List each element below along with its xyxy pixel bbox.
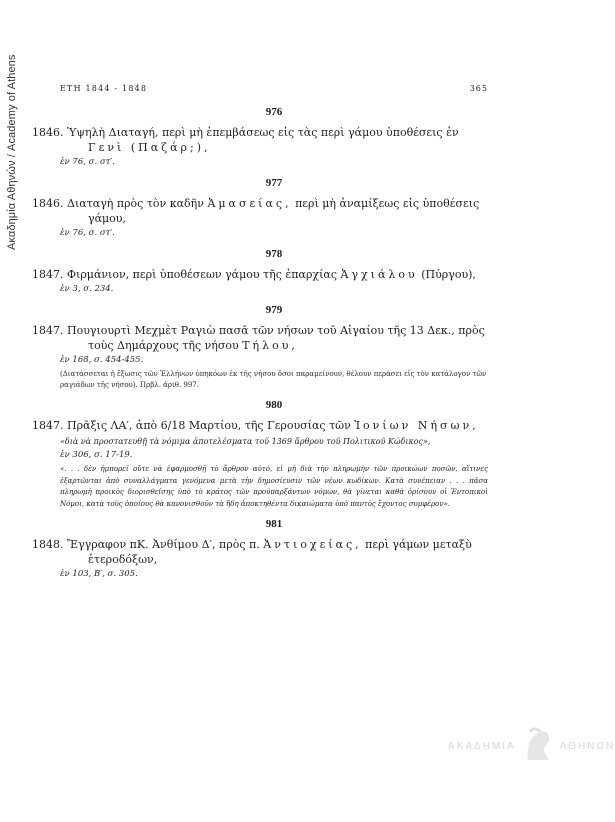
- entry-text: Πουγιουρτὶ Μεχμὲτ Ραγιὼ πασᾶ τῶν νήσων τοῦ Αἰγαίου τῆς 13 Δεκ., πρὸς τοὺς Δημάρχους τῆς νήσου: [67, 324, 485, 352]
- entry-978: [32, 248, 488, 296]
- entry-text: Διαταγὴ πρὸς τὸν καδῆν: [67, 197, 204, 210]
- entry-place: Γενὶ (Παζάρ;),: [88, 141, 211, 154]
- watermark-text-left: ΑΚΑΔΗΜΙΑ: [448, 740, 516, 752]
- entry-979: [32, 304, 488, 391]
- athena-helmet-icon: [522, 726, 554, 766]
- entry-number: 978: [265, 248, 283, 260]
- entry-heading: [32, 125, 488, 155]
- running-head: [60, 84, 488, 96]
- entry-text: Φιρμάνιον, περὶ ὑποθέσεων γάμου τῆς ἐπαρχίας: [67, 268, 337, 281]
- running-head-title: ΕΤΗ 1844 - 1848: [60, 84, 148, 93]
- entry-year: 1846.: [32, 197, 64, 210]
- entry-text-after: (Πύργου),: [421, 268, 476, 281]
- entry-976: [32, 106, 488, 169]
- entry-text-after: περὶ γάμων μεταξὺ ἑτεροδόξων,: [88, 538, 472, 566]
- entry-number: 980: [265, 399, 283, 411]
- entry-place: Ἰονίων Νήσων,: [354, 419, 479, 432]
- entry-reference: ἐν 3, σ. 234.: [60, 284, 114, 294]
- entry-quote: «. . . δὲν ἠμπορεῖ οὔτε νὰ ἐφαρμοσθῇ τὸ ἄρθρον αὐτό, εἰ μὴ διὰ τὴν πληρωμὴν τῶν προικώων ποσῶν, αἵτινες ἐξαρτῶνται ἀπὸ συναλλάγματα γενόμενα μετὰ τὴν δημοσίευσιν τῶν νέων κωδίκων. Κατὰ συνέπειαν . . . πᾶσα πληρωμὴ προικὸς διορισθείσης ὑπὸ τὸ κράτος τῶν προϋπαρξάντων νόμων, θὰ γίνεται καθὰ ὁρίσουν οἱ Ἐντοπικοὶ Νόμοι, κατὰ τοὺς ὁποίους θὰ κανονισθοῦν τὰ ἤδη ἀποκτηθέντα δικαιώματα ὑπὸ παντὸς ἔχοντος συμφέρον».: [60, 465, 488, 508]
- entry-reference: ἐν 76, σ. στ′.: [60, 228, 115, 238]
- entry-heading: [32, 323, 488, 353]
- entry-reference: ἐν 103, Β′, σ. 305.: [60, 569, 138, 579]
- entry-heading: [32, 537, 488, 567]
- entry-heading: [32, 267, 488, 282]
- entry-number: 981: [265, 518, 283, 530]
- entry-year: 1848.: [32, 538, 64, 551]
- entry-heading: [32, 418, 488, 433]
- entry-quote-title: «διὰ νὰ προστατευθῇ τὰ νόμιμα ἀποτελέσματα τοῦ 1369 ἄρθρου τοῦ Πολιτικοῦ Κώδικος»,: [60, 437, 431, 446]
- entry-text-after: περὶ μὴ ἀναμίξεως εἰς ὑποθέσεις γάμου,: [88, 197, 480, 225]
- page-number: 365: [469, 84, 488, 93]
- entry-note: (Διατάσσεται ἡ ἔξωσις τῶν Ἑλλήνων ὑπηκόων ἐκ τῆς νήσου ὅσοι παραμείνουν, θέλουν περάσει εἰς τὸν κατάλογον τῶν ραγιάδων τῆς νήσου). Πρβλ. ἀριθ. 997.: [60, 370, 487, 389]
- entry-heading: [32, 196, 488, 226]
- entry-text: Ἔγγραφον πΚ. Ἀνθίμου Δ′, πρὸς π.: [67, 538, 260, 551]
- entry-reference: ἐν 306, σ. 17-19.: [60, 450, 133, 460]
- entry-year: 1846.: [32, 126, 64, 139]
- academy-watermark: [448, 726, 615, 766]
- entry-number: 976: [265, 106, 283, 118]
- entry-year: 1847.: [32, 324, 64, 337]
- entry-977: [32, 177, 488, 240]
- entry-981: [32, 518, 488, 581]
- entry-text: Ὑψηλὴ Διαταγή, περὶ μὴ ἐπεμβάσεως εἰς τὰς περὶ γάμου ὑποθέσεις ἐν: [67, 126, 459, 139]
- entry-place: Ἀμασείας,: [207, 197, 292, 210]
- entry-reference: ἐν 168, σ. 454-455.: [60, 355, 144, 365]
- watermark-text-right: ΑΘΗΝΩΝ: [559, 740, 615, 752]
- archive-side-label: Ακαδημία Αθηνών / Academy of Athens: [6, 54, 18, 250]
- entry-reference: ἐν 76, σ. στ′.: [60, 157, 115, 167]
- document-page: [32, 84, 488, 581]
- entry-year: 1847.: [32, 268, 64, 281]
- entry-980: [32, 399, 488, 510]
- entry-number: 977: [265, 177, 283, 189]
- entry-place: Τήλου,: [242, 339, 298, 352]
- entry-text: Πρᾶξις ΛΑ′, ἀπὸ 6/18 Μαρτίου, τῆς Γερουσίας τῶν: [67, 419, 351, 432]
- entry-place: Ἀγχιάλου: [340, 268, 418, 281]
- entry-place: Ἀντιοχείας,: [263, 538, 362, 551]
- entry-number: 979: [265, 304, 283, 316]
- entry-year: 1847.: [32, 419, 64, 432]
